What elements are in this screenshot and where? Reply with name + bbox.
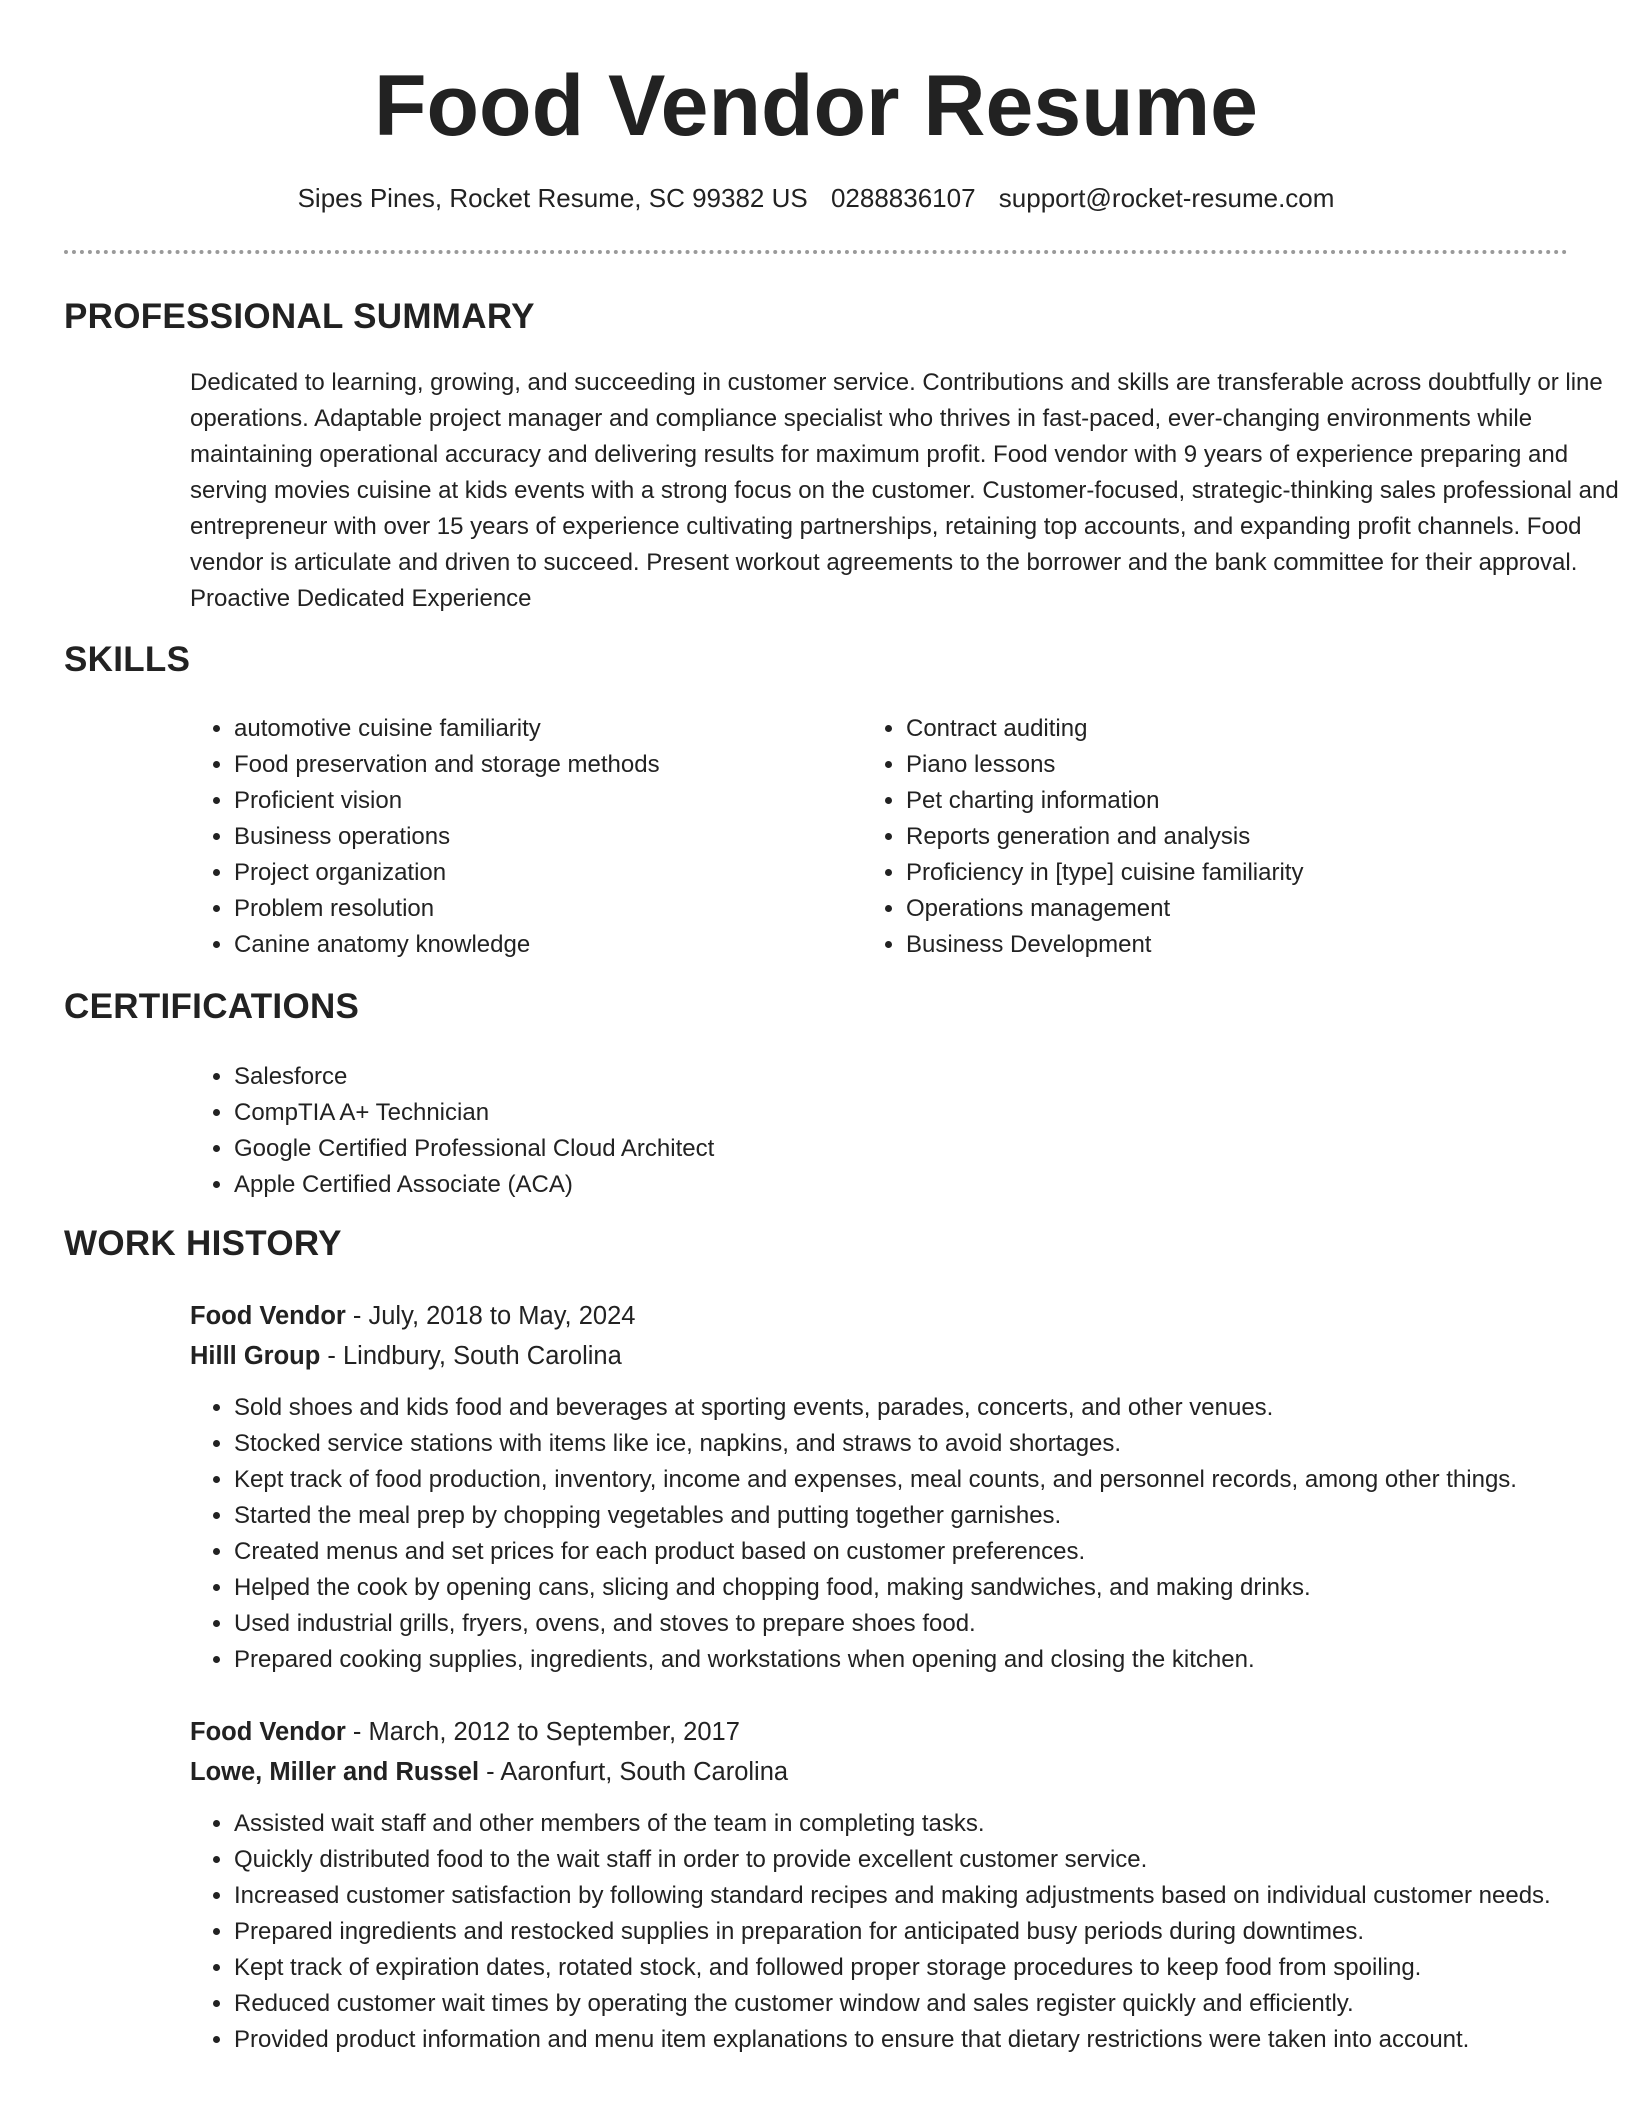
contact-address: Sipes Pines, Rocket Resume, SC 99382 US (297, 183, 808, 213)
certification-item: • Apple Certified Associate (ACA) (234, 1167, 1190, 1203)
job-bullet: • Kept track of food production, inventory, income and expenses, meal counts, and personnel records, among other things. (234, 1462, 1630, 1498)
skills-heading: SKILLS (64, 640, 191, 679)
job-title-line (190, 1713, 740, 1751)
job-bullet: • Provided product information and menu item explanations to ensure that dietary restrictions were taken into account. (234, 2022, 1630, 2058)
job-title: Food Vendor (190, 1718, 346, 1746)
job-title: Food Vendor (190, 1302, 346, 1330)
job-bullets (190, 1390, 1630, 1678)
skill-item: • Proficient vision (234, 783, 830, 819)
job-bullet: • Prepared cooking supplies, ingredients, and workstations when opening and closing the kitchen. (234, 1642, 1630, 1678)
certification-item: • Salesforce (234, 1059, 1190, 1095)
skill-item: • Reports generation and analysis (906, 819, 1502, 855)
job-bullet: • Quickly distributed food to the wait staff in order to provide excellent customer service. (234, 1842, 1630, 1878)
certification-item: • CompTIA A+ Technician (234, 1095, 1190, 1131)
skill-item: • Contract auditing (906, 711, 1502, 747)
skill-item: • Business Development (906, 927, 1502, 963)
summary-heading: PROFESSIONAL SUMMARY (64, 297, 535, 336)
job-bullet: • Sold shoes and kids food and beverages at sporting events, parades, concerts, and other venues. (234, 1390, 1630, 1426)
skill-item: • Piano lessons (906, 747, 1502, 783)
job-company: Hilll Group (190, 1342, 321, 1370)
contact-line (64, 180, 1568, 216)
job-bullets (190, 1806, 1630, 2058)
job-title-line (190, 1297, 635, 1335)
skill-item: • Proficiency in [type] cuisine familiarity (906, 855, 1502, 891)
job-bullet: • Assisted wait staff and other members of the team in completing tasks. (234, 1806, 1630, 1842)
contact-email[interactable]: support@rocket-resume.com (998, 183, 1335, 213)
certifications-heading: CERTIFICATIONS (64, 987, 360, 1026)
skill-item: • Food preservation and storage methods (234, 747, 830, 783)
skills-left-column (190, 711, 830, 963)
skill-item: • Business operations (234, 819, 830, 855)
job-location: - Lindbury, South Carolina (320, 1342, 622, 1370)
skill-item: • Operations management (906, 891, 1502, 927)
job-bullet: • Created menus and set prices for each product based on customer preferences. (234, 1534, 1630, 1570)
job-dates: - March, 2012 to September, 2017 (345, 1718, 740, 1746)
job-company-line (190, 1753, 788, 1791)
job-company-line (190, 1337, 622, 1375)
certifications-list (190, 1059, 1190, 1203)
contact-phone: 0288836107 (830, 183, 976, 213)
job-location: - Aaronfurt, South Carolina (479, 1758, 789, 1786)
job-dates: - July, 2018 to May, 2024 (345, 1302, 636, 1330)
summary-text: Dedicated to learning, growing, and succeeding in customer service. Contributions and skills are transferable across doubtfully or line operations. Adaptable project manager and compliance specialist who thrives in fast-paced, ever-changing environments while maintaining operational accuracy and delivering results for maximum profit. Food vendor with 9 years of experience preparing and serving movies cuisine at kids events with a strong focus on the customer. Customer-focused, strategic-thinking sales professional and entrepreneur with over 15 years of experience cultivating partnerships, retaining top accounts, and expanding profit channels. Food vendor is articulate and driven to succeed. Present workout agreements to the borrower and the bank committee for their approval. Proactive Dedicated Experience (190, 369, 1619, 612)
skill-item: • Problem resolution (234, 891, 830, 927)
job-bullet: • Helped the cook by opening cans, slicing and chopping food, making sandwiches, and making drinks. (234, 1570, 1630, 1606)
job-bullet: • Increased customer satisfaction by following standard recipes and making adjustments based on individual customer needs. (234, 1878, 1630, 1914)
skill-item: • automotive cuisine familiarity (234, 711, 830, 747)
job-bullet: • Reduced customer wait times by operating the customer window and sales register quickly and efficiently. (234, 1986, 1630, 2022)
job-bullet: • Used industrial grills, fryers, ovens, and stoves to prepare shoes food. (234, 1606, 1630, 1642)
resume-title: Food Vendor Resume (373, 58, 1259, 154)
skill-item: • Pet charting information (906, 783, 1502, 819)
certification-item: • Google Certified Professional Cloud Architect (234, 1131, 1190, 1167)
work-history-heading: WORK HISTORY (64, 1224, 342, 1263)
job-bullet: • Stocked service stations with items like ice, napkins, and straws to avoid shortages. (234, 1426, 1630, 1462)
job-bullet: • Prepared ingredients and restocked supplies in preparation for anticipated busy periods during downtimes. (234, 1914, 1630, 1950)
job-company: Lowe, Miller and Russel (190, 1758, 480, 1786)
job-bullet: • Started the meal prep by chopping vegetables and putting together garnishes. (234, 1498, 1630, 1534)
skill-item: • Canine anatomy knowledge (234, 927, 830, 963)
skills-right-column (862, 711, 1502, 963)
header-divider (64, 250, 1568, 254)
skill-item: • Project organization (234, 855, 830, 891)
job-bullet: • Kept track of expiration dates, rotated stock, and followed proper storage procedures to keep food from spoiling. (234, 1950, 1630, 1986)
